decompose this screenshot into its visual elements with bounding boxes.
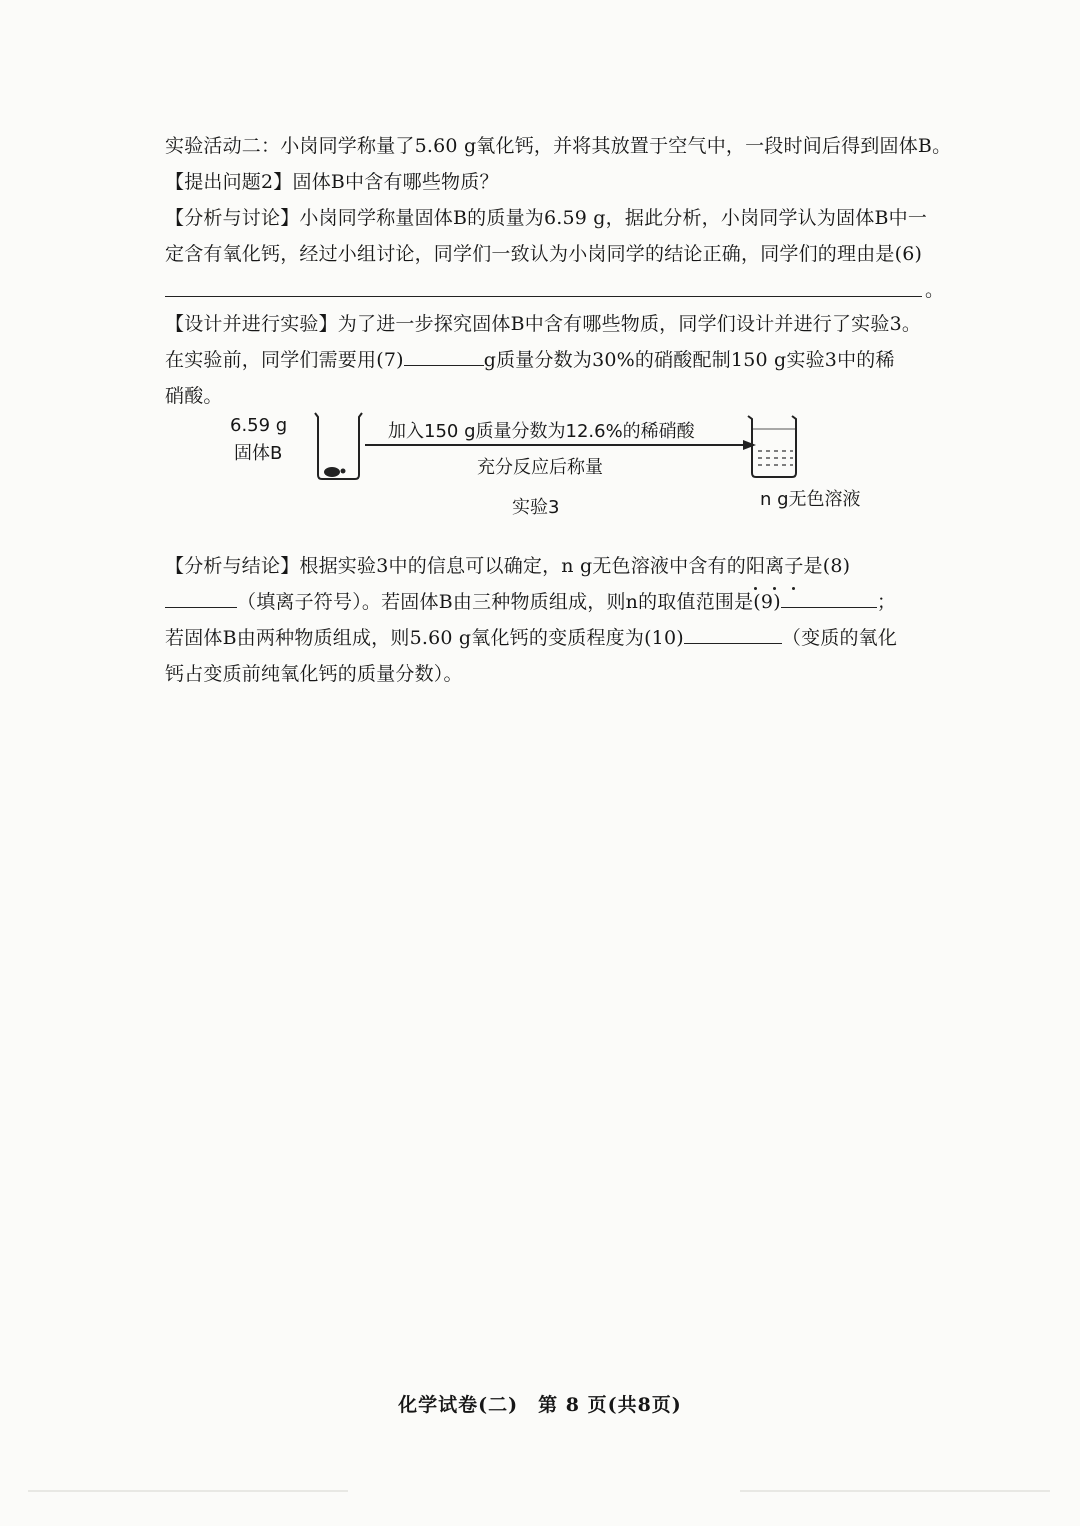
paragraph-conclusion-line-1 [165, 548, 940, 584]
answer-blank-6-period: 。 [925, 279, 945, 301]
paragraph-design-line-1: 【设计并进行实验】为了进一步探究固体B中含有哪些物质，同学们设计并进行了实验3。 [165, 313, 922, 335]
right-beaker [748, 416, 796, 477]
solid-label: 固体B [234, 443, 283, 464]
conclusion-line-2-part-b: ； [876, 591, 897, 613]
figure-caption: 实验3 [512, 497, 560, 518]
paragraph-conclusion-line-3 [165, 620, 940, 656]
left-beaker [315, 413, 362, 479]
mass-label: 6.59 g [230, 415, 288, 436]
emphasis-char-2: 离 [765, 548, 784, 584]
answer-blank-10 [684, 621, 782, 644]
answer-blank-7 [404, 343, 484, 366]
answer-blank-8 [165, 585, 237, 608]
paragraph-design-line-3: 硝酸。 [165, 385, 223, 407]
conclusion-line-1-part-b: 是(8) [803, 555, 851, 577]
solution-liquid [758, 451, 793, 465]
paragraph-conclusion-line-4: 钙占变质前纯氧化钙的质量分数）。 [165, 663, 463, 685]
scan-edge-left [28, 1490, 348, 1492]
paragraph-analysis-line-2: 定含有氧化钙，经过小组讨论，同学们一致认为小岗同学的结论正确，同学们的理由是(6) [165, 243, 923, 265]
conclusion-line-1-part-a: 【分析与结论】根据实验3中的信息可以确定，n g无色溶液中含有的 [165, 555, 746, 577]
answer-blank-6 [165, 272, 945, 306]
paragraph-activity-two: 实验活动二：小岗同学称量了5.60 g氧化钙，并将其放置于空气中，一段时间后得到固体B。 [165, 135, 952, 157]
answer-line-6 [165, 296, 922, 297]
conclusion-line-3-part-b: （变质的氧化 [781, 627, 898, 649]
paragraph-conclusion-line-2 [165, 584, 940, 620]
design-line-2-part-b: g质量分数为30%的硝酸配制150 g实验3中的稀 [483, 349, 895, 371]
design-line-2-part-a: 在实验前，同学们需要用(7) [165, 349, 404, 371]
arrow-label-bottom: 充分反应后称量 [477, 457, 603, 478]
emphasis-char-1: 阳 [746, 548, 765, 584]
conclusion-line-2-part-a: （填离子符号）。若固体B由三种物质组成，则n的取值范围是(9) [237, 591, 781, 613]
conclusion-line-3-part-a: 若固体B由两种物质组成，则5.60 g氧化钙的变质程度为(10) [165, 627, 684, 649]
arrow-label-top: 加入150 g质量分数为12.6%的稀硝酸 [388, 421, 695, 442]
paragraph-design-line-2 [165, 342, 940, 378]
paragraph-question-2: 【提出问题2】固体B中含有哪些物质？ [165, 171, 499, 193]
emphasis-char-3: 子 [784, 548, 803, 584]
scan-edge-right [740, 1490, 1050, 1492]
experiment-3-figure [220, 405, 920, 525]
paragraph-analysis-line-1: 【分析与讨论】小岗同学称量固体B的质量为6.59 g，据此分析，小岗同学认为固体B中一 [165, 207, 928, 229]
page-footer: 化学试卷(二) 第 8 页(共8页) [398, 1394, 682, 1416]
result-label: n g无色溶液 [760, 489, 861, 510]
answer-blank-9 [781, 585, 877, 608]
solid-b-sample [324, 467, 340, 477]
